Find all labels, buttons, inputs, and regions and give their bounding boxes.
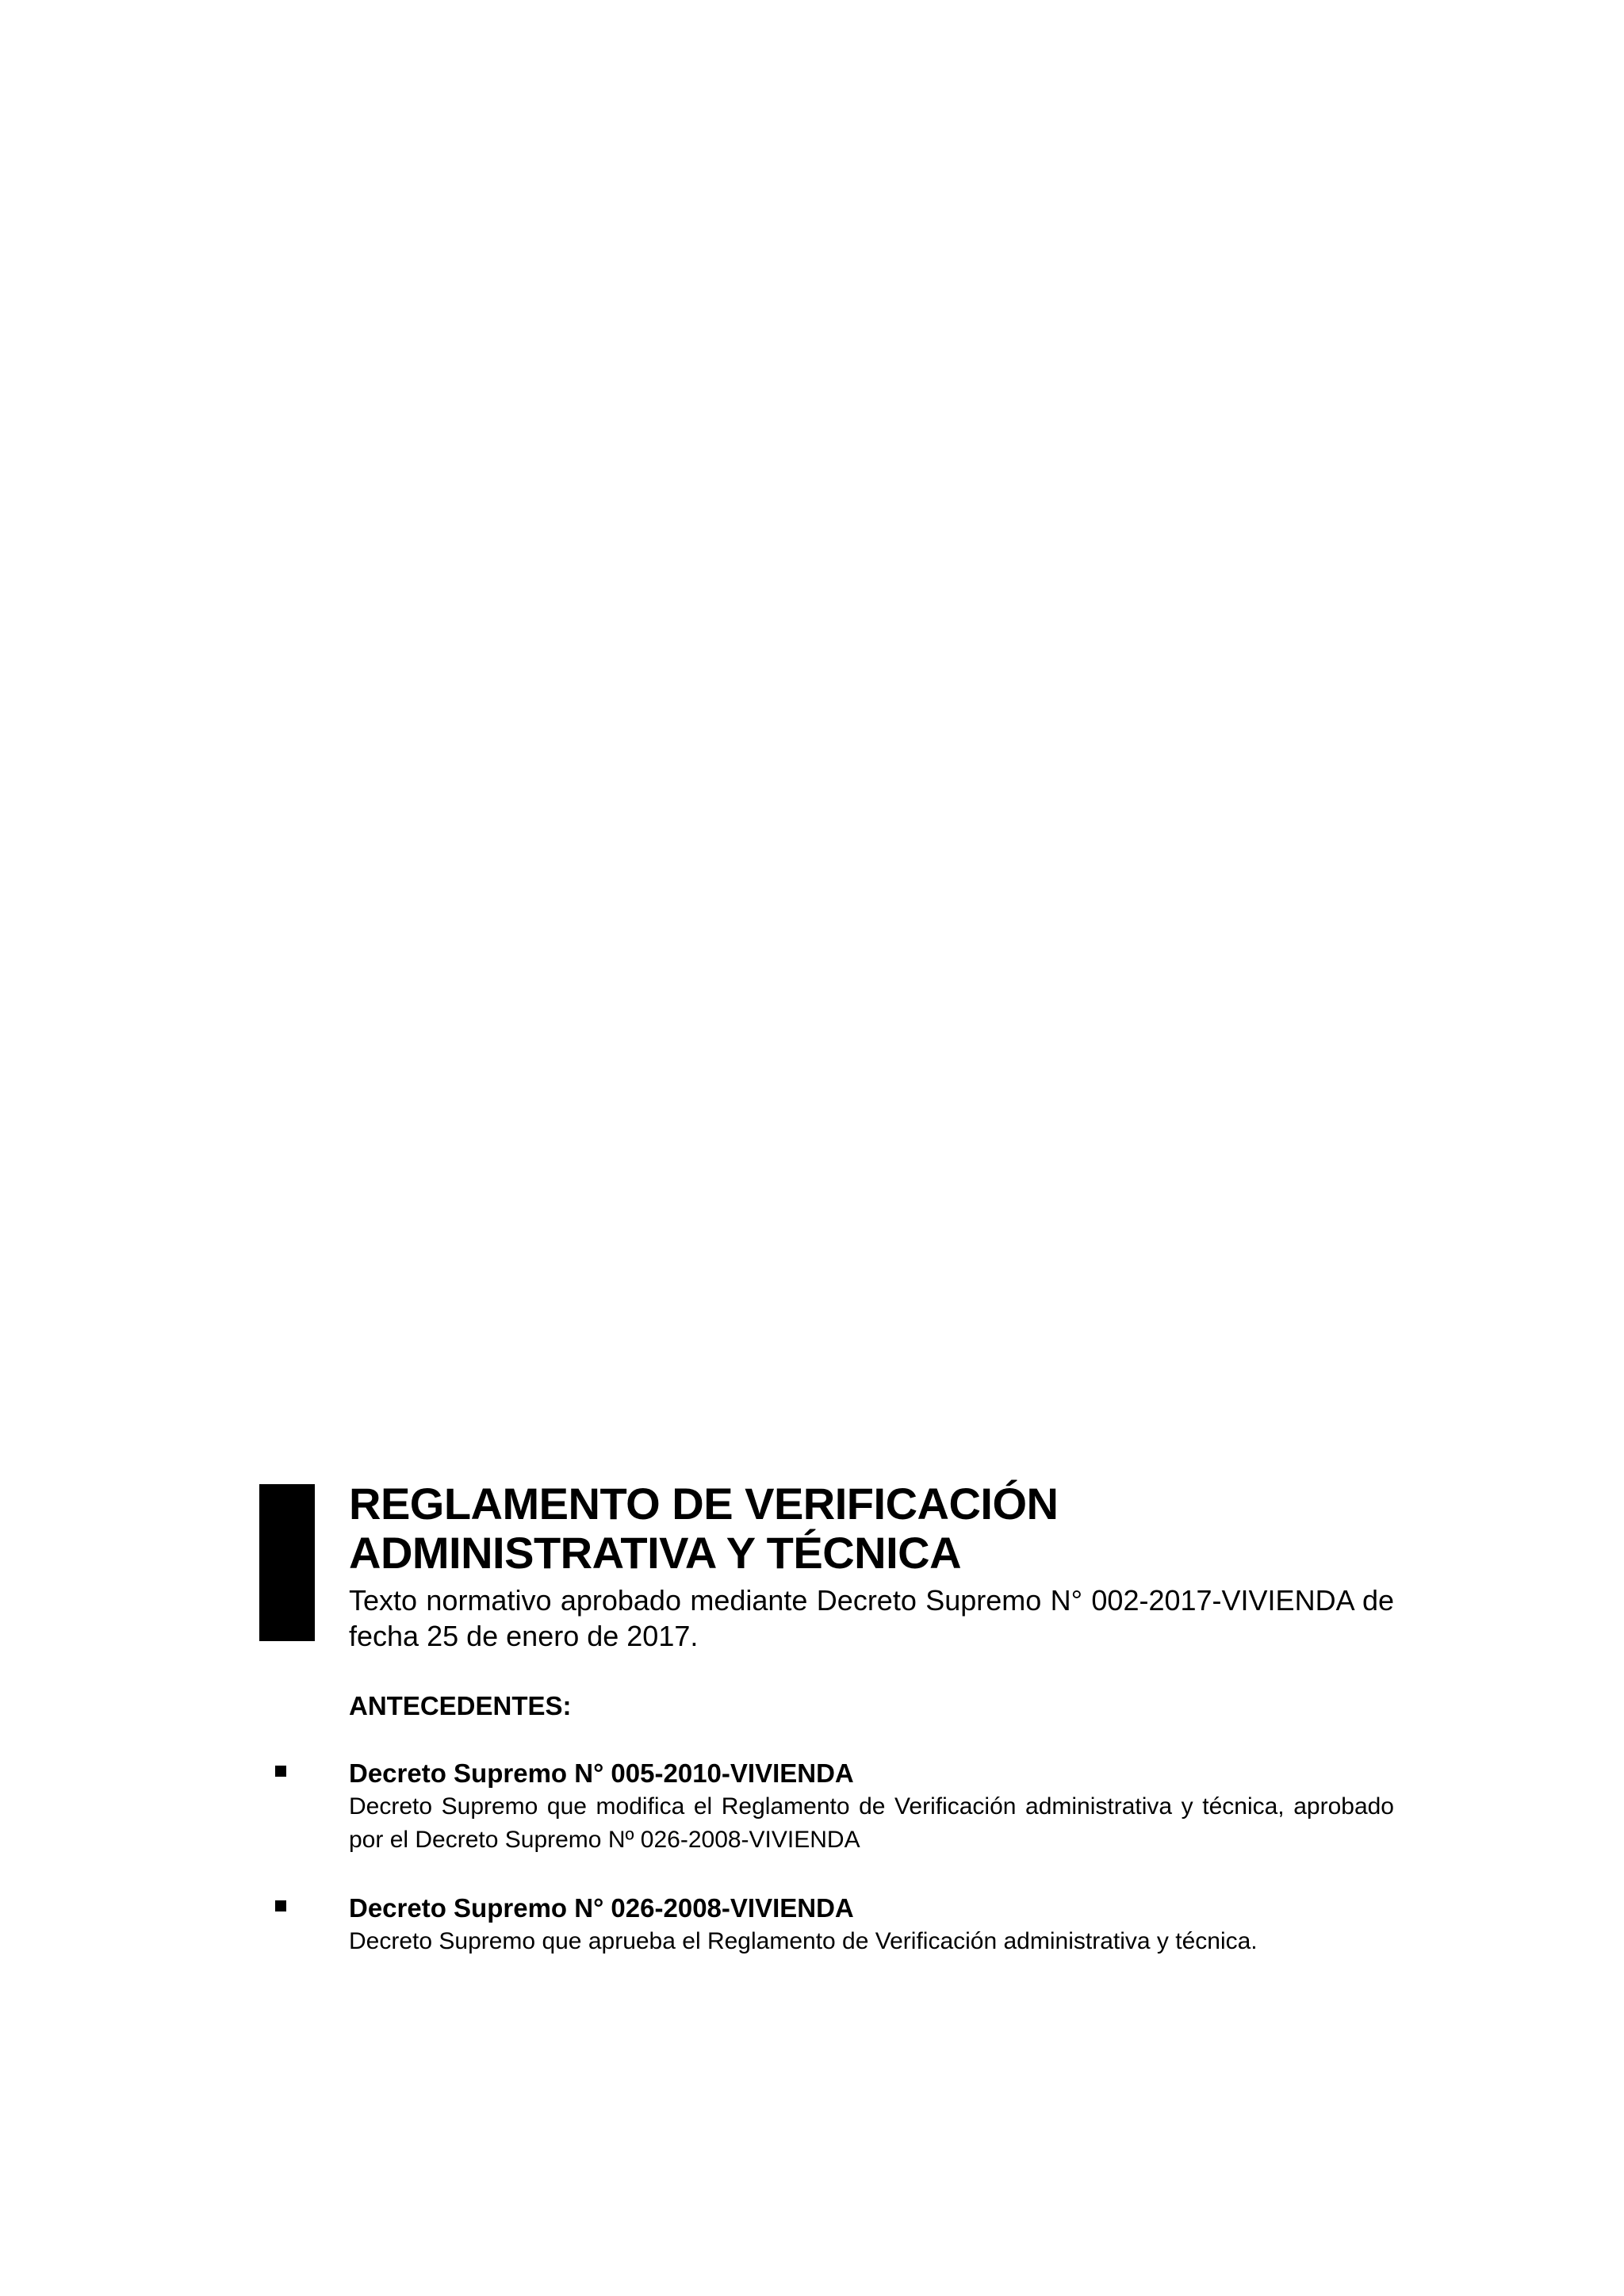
section-heading-antecedentes: ANTECEDENTES: (349, 1691, 572, 1720)
document-title (349, 1479, 1394, 1578)
entry-description: Decreto Supremo que modifica el Reglamento de Verificación administrativa y técnica, aprobado por el Decreto Supremo Nº 026-2008-VIVIENDA (349, 1793, 1394, 1853)
entry-title: Decreto Supremo N° 026-2008-VIVIENDA (349, 1893, 854, 1923)
document-body (349, 1479, 1394, 1958)
entry-description: Decreto Supremo que aprueba el Reglamento de Verificación administrativa y técnica. (349, 1928, 1258, 1954)
entry-title: Decreto Supremo N° 005-2010-VIVIENDA (349, 1758, 854, 1788)
square-bullet-icon (275, 1900, 286, 1911)
document-subtitle: Texto normativo aprobado mediante Decreto Supremo N° 002-2017-VIVIENDA de fecha 25 de enero de 2017. (349, 1584, 1394, 1652)
antecedentes-list (349, 1757, 1394, 1958)
section-marker-bar (259, 1484, 315, 1641)
list-item (349, 1892, 1394, 1958)
document-title-line-1: REGLAMENTO DE VERIFICACIÓN (349, 1479, 1059, 1529)
document-title-line-2: ADMINISTRATIVA Y TÉCNICA (349, 1528, 962, 1578)
square-bullet-icon (275, 1766, 286, 1777)
list-item (349, 1757, 1394, 1857)
